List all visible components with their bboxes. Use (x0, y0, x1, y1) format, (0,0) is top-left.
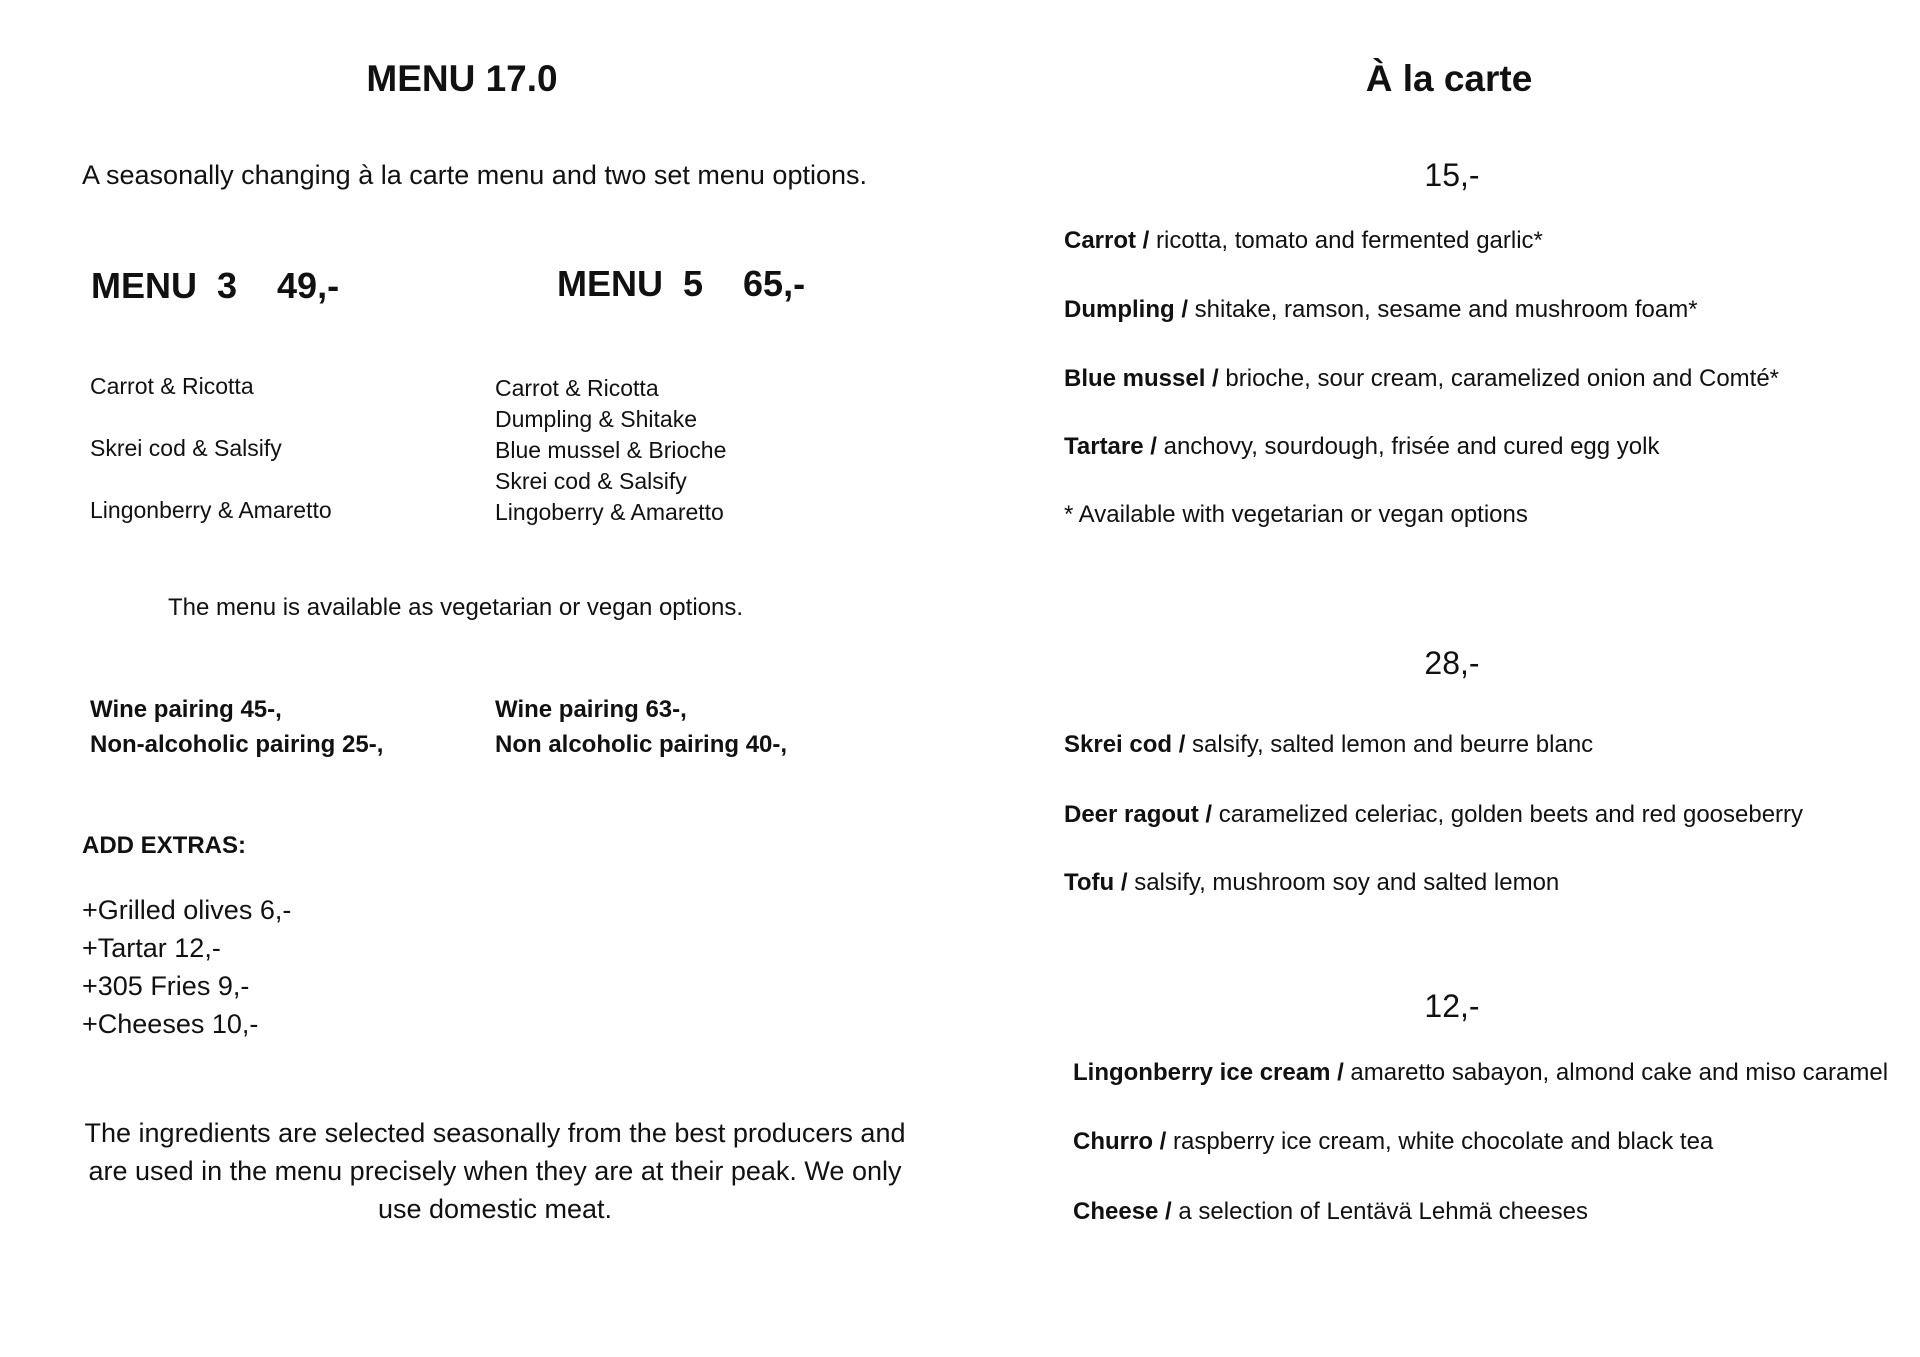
extra-item: +Cheeses 10,- (82, 1009, 259, 1039)
dish-name: Churro / (1073, 1128, 1167, 1155)
menu3-course: Carrot & Ricotta (90, 373, 254, 399)
menu3-title: MENU 3 49,- (91, 265, 340, 306)
menu5-course: Skrei cod & Salsify (495, 468, 687, 494)
extra-item: +Tartar 12,- (82, 933, 221, 963)
intro-text: A seasonally changing à la carte menu and two set menu options. (82, 160, 867, 190)
dish-description: anchovy, sourdough, frisée and cured egg yolk (1156, 433, 1660, 460)
menu3-course: Lingonberry & Amaretto (90, 497, 332, 523)
dish-row (1073, 1128, 1713, 1156)
dish-description: shitake, ramson, sesame and mushroom foam* (1187, 296, 1698, 323)
a-la-carte-title: À la carte (1365, 58, 1533, 99)
ingredients-note: The ingredients are selected seasonally from the best producers and are used in the menu precisely when they are at their peak. We only use domestic meat. (84, 1118, 906, 1224)
extra-item: +305 Fries 9,- (82, 971, 250, 1001)
menu3-pairing (90, 692, 383, 762)
dish-description: salsify, mushroom soy and salted lemon (1127, 869, 1560, 896)
non-alcoholic-pairing: Non-alcoholic pairing 25-, (90, 731, 384, 758)
dish-name: Tartare / (1064, 433, 1157, 460)
non-alcoholic-pairing: Non alcoholic pairing 40-, (495, 731, 788, 758)
menu5-course: Lingoberry & Amaretto (495, 499, 724, 525)
dish-row (1064, 801, 1803, 829)
menu5-course: Dumpling & Shitake (495, 406, 697, 432)
dish-description: amaretto sabayon, almond cake and miso caramel (1343, 1059, 1889, 1086)
menu5-pairing (495, 692, 787, 762)
extras-list (82, 891, 291, 1043)
starters-price: 15,- (1424, 157, 1480, 193)
dish-name: Carrot / (1064, 227, 1150, 254)
menu5-course-list (495, 373, 726, 528)
dish-description: caramelized celeriac, golden beets and red gooseberry (1212, 801, 1804, 828)
dish-description: raspberry ice cream, white chocolate and black tea (1166, 1128, 1714, 1155)
dish-row (1064, 296, 1698, 324)
dish-description: brioche, sour cream, caramelized onion and Comté* (1218, 365, 1780, 392)
dish-name: Tofu / (1064, 869, 1128, 896)
dish-name: Cheese / (1073, 1198, 1172, 1225)
menu5-title: MENU 5 65,- (557, 263, 806, 304)
menu-title: MENU 17.0 (366, 58, 558, 99)
dish-description: salsify, salted lemon and beurre blanc (1185, 731, 1594, 758)
dish-name: Lingonberry ice cream / (1073, 1059, 1344, 1086)
dish-name: Blue mussel / (1064, 365, 1219, 392)
mains-price: 28,- (1424, 645, 1480, 681)
dish-row (1064, 731, 1593, 759)
dish-row (1064, 433, 1659, 461)
wine-pairing: Wine pairing 45-, (90, 696, 282, 723)
dish-description: ricotta, tomato and fermented garlic* (1149, 227, 1543, 254)
dish-description: a selection of Lentävä Lehmä cheeses (1171, 1198, 1588, 1225)
extras-heading: ADD EXTRAS: (82, 832, 247, 859)
dish-row (1064, 869, 1559, 897)
dish-row (1064, 227, 1543, 255)
desserts-price: 12,- (1424, 988, 1480, 1024)
dish-name: Dumpling / (1064, 296, 1188, 323)
dish-name: Skrei cod / (1064, 731, 1186, 758)
extra-item: +Grilled olives 6,- (82, 895, 292, 925)
dish-name: Deer ragout / (1064, 801, 1213, 828)
dietary-footnote: * Available with vegetarian or vegan options (1064, 501, 1528, 528)
dish-row (1064, 365, 1779, 393)
menu5-course: Blue mussel & Brioche (495, 437, 727, 463)
vegetarian-note: The menu is available as vegetarian or vegan options. (168, 594, 744, 621)
wine-pairing: Wine pairing 63-, (495, 696, 687, 723)
dish-row (1073, 1198, 1588, 1226)
dish-row (1073, 1059, 1888, 1087)
menu5-course: Carrot & Ricotta (495, 375, 659, 401)
menu3-course: Skrei cod & Salsify (90, 435, 282, 461)
